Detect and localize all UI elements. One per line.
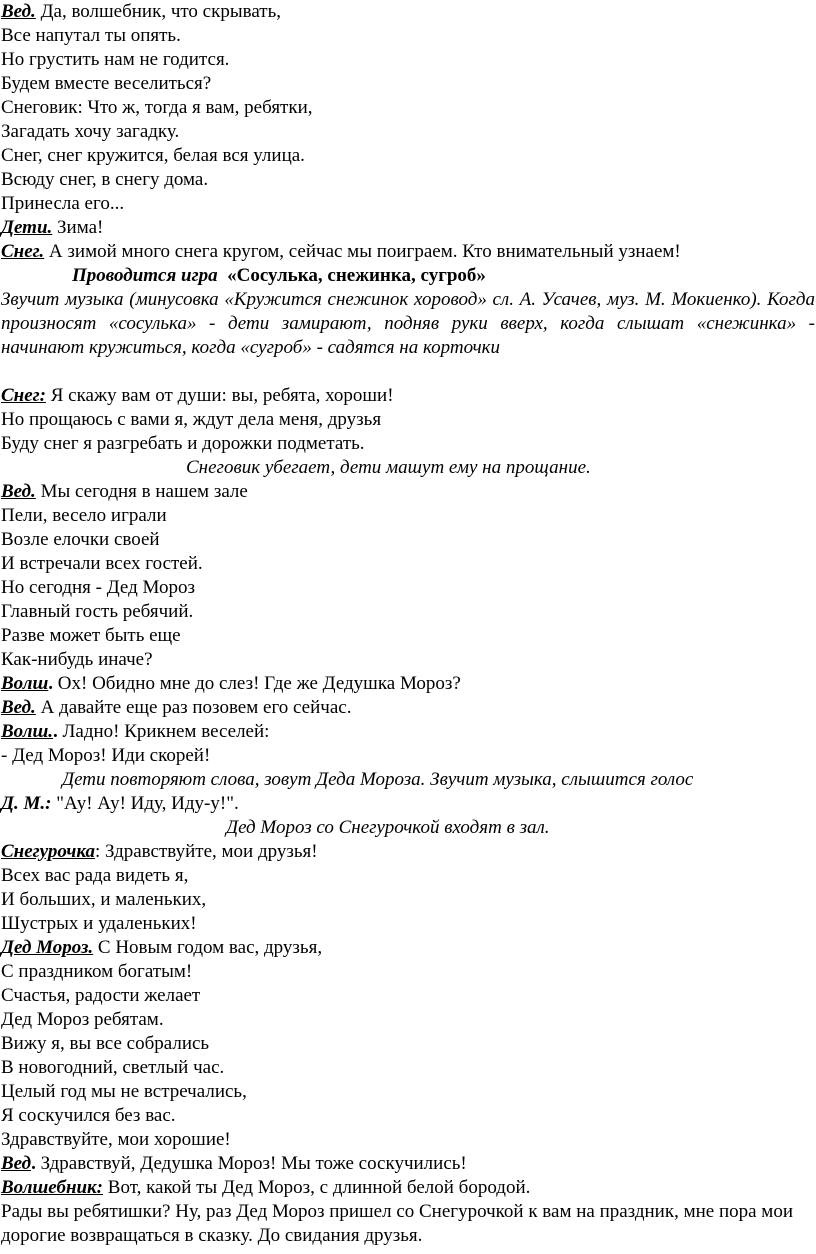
speaker-label: Вед.	[1, 697, 36, 718]
stage-direction: Дед Мороз со Снегурочкой входят в зал.	[226, 817, 550, 838]
speaker-label: Вед	[1, 1153, 32, 1174]
line-text: : Здравствуйте, мои друзья!	[95, 841, 318, 862]
game-heading-title: «Сосулька, снежинка, сугроб»	[227, 265, 486, 286]
line-text: Вот, какой ты Дед Мороз, с длинной белой бородой.	[103, 1177, 531, 1198]
line-text: Здравствуй, Дедушка Мороз! Мы тоже соскучились!	[35, 1153, 467, 1174]
text-line	[0, 936, 816, 960]
blank-line	[0, 360, 816, 384]
text-line: Но грустить нам не годится.	[1, 49, 230, 70]
speaker-label: Д. М.:	[1, 793, 52, 814]
speaker-label: Снег:	[1, 385, 46, 406]
speaker-label: Дед Мороз.	[1, 937, 94, 958]
line-text: А зимой много снега кругом, сейчас мы поиграем. Кто внимательный узнаем!	[44, 241, 681, 262]
text-line: Счастья, радости желает	[1, 985, 201, 1006]
text-line: - Дед Мороз! Иди скорей!	[1, 745, 211, 766]
stage-direction: Звучит музыка (минусовка «Кружится снежинок хоровод» сл. А. Усачев, муз. М. Мокиенко). Когда произносят «сосулька» - дети замирают, подняв руки вверх, когда слышат «снежинка» - начинают кружиться, когда «сугроб» - садятся на корточки	[1, 289, 815, 358]
speaker-label: Волшебник:	[1, 1177, 104, 1198]
line-text: Я скажу вам от души: вы, ребята, хороши!	[46, 385, 394, 406]
text-line: Снеговик: Что ж, тогда я вам, ребятки,	[1, 97, 313, 118]
text-line: Я соскучился без вас.	[1, 1105, 176, 1126]
speaker-punct: .	[53, 721, 58, 742]
speaker-label: Снегурочка	[1, 841, 95, 862]
stage-direction: Дети повторяют слова, зовут Деда Мороза. Звучит музыка, слышится голос	[62, 769, 694, 790]
text-line: Как-нибудь иначе?	[1, 649, 153, 670]
line-text: Зима!	[52, 217, 104, 238]
text-line: И больших, и маленьких,	[1, 889, 207, 910]
text-line	[0, 720, 816, 744]
text-line: И встречали всех гостей.	[1, 553, 203, 574]
game-heading	[0, 264, 816, 288]
text-line: Дед Мороз ребятам.	[1, 1009, 164, 1030]
text-line: Всюду снег, в снегу дома.	[1, 169, 209, 190]
text-line: Но прощаюсь с вами я, ждут дела меня, друзья	[1, 409, 382, 430]
speaker-label: Волш.	[1, 721, 54, 742]
line-text: Ох! Обидно мне до слез! Где же Дедушка Мороз?	[53, 673, 461, 694]
text-line: Снег, снег кружится, белая вся улица.	[1, 145, 305, 166]
text-line	[0, 696, 816, 720]
text-line: Загадать хочу загадку.	[1, 121, 180, 142]
speaker-label: Волш	[1, 673, 49, 694]
text-line: Возле елочки своей	[1, 529, 160, 550]
text-line	[0, 672, 816, 696]
text-line: Здравствуйте, мои хорошие!	[1, 1129, 231, 1150]
speaker-label: Вед.	[1, 1, 36, 22]
text-line: Главный гость ребячий.	[1, 601, 194, 622]
text-line: Принесла его...	[1, 193, 125, 214]
speaker-label: Дети.	[1, 217, 53, 238]
line-text: А давайте еще раз позовем его сейчас.	[35, 697, 352, 718]
text-line: Буду снег я разгребать и дорожки подметать.	[1, 433, 365, 454]
speaker-punct: .	[48, 673, 54, 694]
text-line: Пели, весело играли	[1, 505, 167, 526]
text-line: Разве может быть еще	[1, 625, 181, 646]
line-text: Мы сегодня в нашем зале	[35, 481, 248, 502]
game-heading-prefix: Проводится игра	[72, 265, 218, 286]
text-line: Будем вместе веселиться?	[1, 73, 212, 94]
text-line	[0, 792, 816, 816]
text-line	[0, 240, 816, 264]
text-line: Целый год мы не встречались,	[1, 1081, 247, 1102]
speaker-label: Снег.	[1, 241, 45, 262]
text-line: Но сегодня - Дед Мороз	[1, 577, 195, 598]
text-line	[0, 216, 816, 240]
text-line: В новогодний, светлый час.	[1, 1057, 225, 1078]
text-line: Всех вас рада видеть я,	[1, 865, 189, 886]
text-line	[0, 384, 816, 408]
speaker-label: Вед.	[1, 481, 36, 502]
text-line	[0, 1152, 816, 1176]
text-line: Вижу я, вы все собрались	[1, 1033, 210, 1054]
text-line	[0, 840, 816, 864]
line-text: Да, волшебник, что скрывать,	[35, 1, 281, 22]
text-line: Все напутал ты опять.	[1, 25, 181, 46]
line-text: Ладно! Крикнем веселей:	[57, 721, 270, 742]
text-line: С праздником богатым!	[1, 961, 193, 982]
text-line: Шустрых и удаленьких!	[1, 913, 197, 934]
text-line	[0, 0, 816, 24]
text-line	[0, 1176, 816, 1200]
line-text: "Ау! Ау! Иду, Иду-у!".	[51, 793, 239, 814]
stage-direction: Снеговик убегает, дети машут ему на прощание.	[186, 457, 591, 478]
line-text: С Новым годом вас, друзья,	[93, 937, 323, 958]
text-line	[0, 480, 816, 504]
text-line: Рады вы ребятишки? Ну, раз Дед Мороз пришел со Снегурочкой к вам на праздник, мне пора мои дорогие возвращаться в сказку. До свидания друзья.	[1, 1201, 793, 1246]
speaker-punct: .	[31, 1153, 36, 1174]
